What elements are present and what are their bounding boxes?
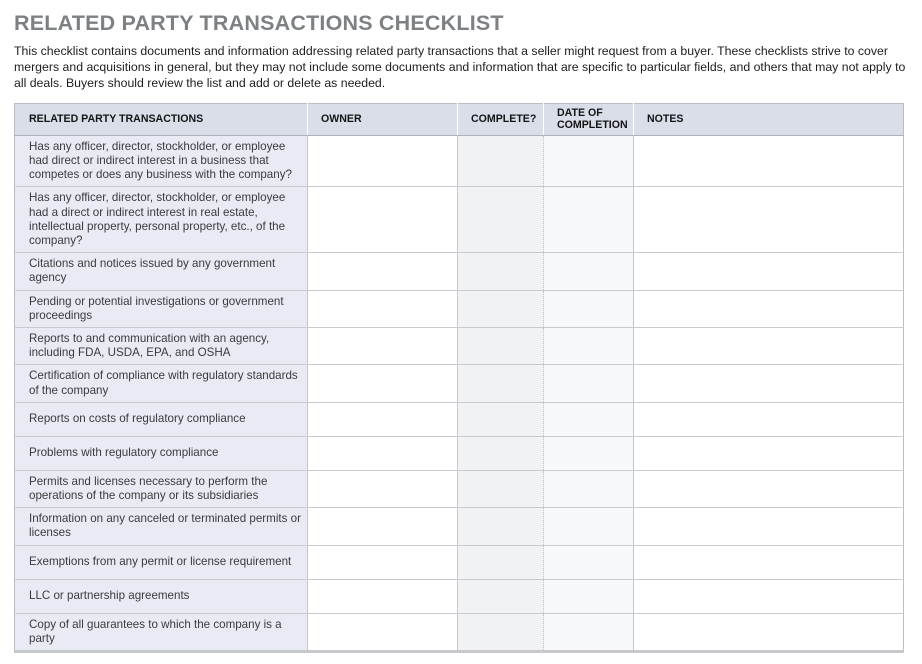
- date-cell[interactable]: [544, 402, 634, 436]
- complete-cell[interactable]: [458, 508, 544, 545]
- table-row: [15, 508, 904, 545]
- page-title: RELATED PARTY TRANSACTIONS CHECKLIST: [14, 11, 504, 35]
- complete-cell[interactable]: [458, 579, 544, 613]
- date-cell[interactable]: [544, 613, 634, 651]
- notes-cell[interactable]: [634, 187, 904, 253]
- checklist-table-body: [15, 135, 904, 651]
- checklist-item-cell: Information on any canceled or terminated permits or licenses: [15, 508, 308, 545]
- complete-cell[interactable]: [458, 327, 544, 364]
- notes-cell[interactable]: [634, 402, 904, 436]
- owner-cell[interactable]: [308, 508, 458, 545]
- complete-cell[interactable]: [458, 187, 544, 253]
- owner-cell[interactable]: [308, 613, 458, 651]
- column-header-related-party-transactions: RELATED PARTY TRANSACTIONS: [15, 103, 308, 135]
- table-row: [15, 470, 904, 507]
- notes-cell[interactable]: [634, 135, 904, 187]
- table-row: [15, 545, 904, 579]
- date-cell[interactable]: [544, 135, 634, 187]
- owner-cell[interactable]: [308, 187, 458, 253]
- notes-cell[interactable]: [634, 327, 904, 364]
- table-row: [15, 187, 904, 253]
- notes-cell[interactable]: [634, 290, 904, 327]
- owner-cell[interactable]: [308, 545, 458, 579]
- checklist-table: [14, 103, 904, 653]
- notes-cell[interactable]: [634, 545, 904, 579]
- checklist-item-cell: Has any officer, director, stockholder, or employee had direct or indirect interest in a business that competes or does any business with the company?: [15, 135, 308, 187]
- table-row: [15, 253, 904, 290]
- complete-cell[interactable]: [458, 402, 544, 436]
- checklist-item-cell: Pending or potential investigations or government proceedings: [15, 290, 308, 327]
- owner-cell[interactable]: [308, 579, 458, 613]
- complete-cell[interactable]: [458, 135, 544, 187]
- column-header-owner: OWNER: [308, 103, 458, 135]
- date-cell[interactable]: [544, 290, 634, 327]
- column-header-complete: COMPLETE?: [458, 103, 544, 135]
- checklist-item-cell: Problems with regulatory compliance: [15, 436, 308, 470]
- owner-cell[interactable]: [308, 327, 458, 364]
- notes-cell[interactable]: [634, 365, 904, 402]
- checklist-item-cell: Reports on costs of regulatory compliance: [15, 402, 308, 436]
- checklist-item-cell: Certification of compliance with regulatory standards of the company: [15, 365, 308, 402]
- date-cell[interactable]: [544, 508, 634, 545]
- table-header: [15, 103, 904, 135]
- date-cell[interactable]: [544, 327, 634, 364]
- table-row: [15, 579, 904, 613]
- notes-cell[interactable]: [634, 579, 904, 613]
- table-row: [15, 327, 904, 364]
- date-cell[interactable]: [544, 365, 634, 402]
- checklist-item-cell: Copy of all guarantees to which the company is a party: [15, 613, 308, 651]
- notes-cell[interactable]: [634, 613, 904, 651]
- header-row: [15, 103, 904, 135]
- checklist-item-cell: LLC or partnership agreements: [15, 579, 308, 613]
- complete-cell[interactable]: [458, 436, 544, 470]
- date-cell[interactable]: [544, 253, 634, 290]
- complete-cell[interactable]: [458, 290, 544, 327]
- owner-cell[interactable]: [308, 470, 458, 507]
- table-row: [15, 402, 904, 436]
- complete-cell[interactable]: [458, 365, 544, 402]
- table-row: [15, 613, 904, 651]
- owner-cell[interactable]: [308, 402, 458, 436]
- owner-cell[interactable]: [308, 253, 458, 290]
- table-row: [15, 436, 904, 470]
- intro-paragraph: This checklist contains documents and information addressing related party transactions that a seller might request from a buyer. These checklists strive to cover mergers and acquisitions in general, but they may not include some documents and information that are specific to particular fields, and others that may not apply to all deals. Buyers should review the list and add or delete as needed.: [14, 44, 906, 90]
- checklist-item-cell: Permits and licenses necessary to perform the operations of the company or its subsidiaries: [15, 470, 308, 507]
- owner-cell[interactable]: [308, 135, 458, 187]
- date-cell[interactable]: [544, 436, 634, 470]
- notes-cell[interactable]: [634, 508, 904, 545]
- date-cell[interactable]: [544, 545, 634, 579]
- complete-cell[interactable]: [458, 253, 544, 290]
- notes-cell[interactable]: [634, 470, 904, 507]
- owner-cell[interactable]: [308, 290, 458, 327]
- notes-cell[interactable]: [634, 436, 904, 470]
- checklist-item-cell: Reports to and communication with an agency, including FDA, USDA, EPA, and OSHA: [15, 327, 308, 364]
- table-row: [15, 135, 904, 187]
- checklist-item-cell: Has any officer, director, stockholder, or employee had a direct or indirect interest in real estate, intellectual property, personal property, etc., of the company?: [15, 187, 308, 253]
- complete-cell[interactable]: [458, 470, 544, 507]
- owner-cell[interactable]: [308, 436, 458, 470]
- checklist-item-cell: Citations and notices issued by any government agency: [15, 253, 308, 290]
- owner-cell[interactable]: [308, 365, 458, 402]
- complete-cell[interactable]: [458, 545, 544, 579]
- complete-cell[interactable]: [458, 613, 544, 651]
- date-cell[interactable]: [544, 470, 634, 507]
- table-row: [15, 365, 904, 402]
- table-row: [15, 290, 904, 327]
- notes-cell[interactable]: [634, 253, 904, 290]
- date-cell[interactable]: [544, 187, 634, 253]
- checklist-item-cell: Exemptions from any permit or license requirement: [15, 545, 308, 579]
- column-header-date-of-completion: DATE OF COMPLETION: [544, 103, 634, 135]
- column-header-notes: NOTES: [634, 103, 904, 135]
- date-cell[interactable]: [544, 579, 634, 613]
